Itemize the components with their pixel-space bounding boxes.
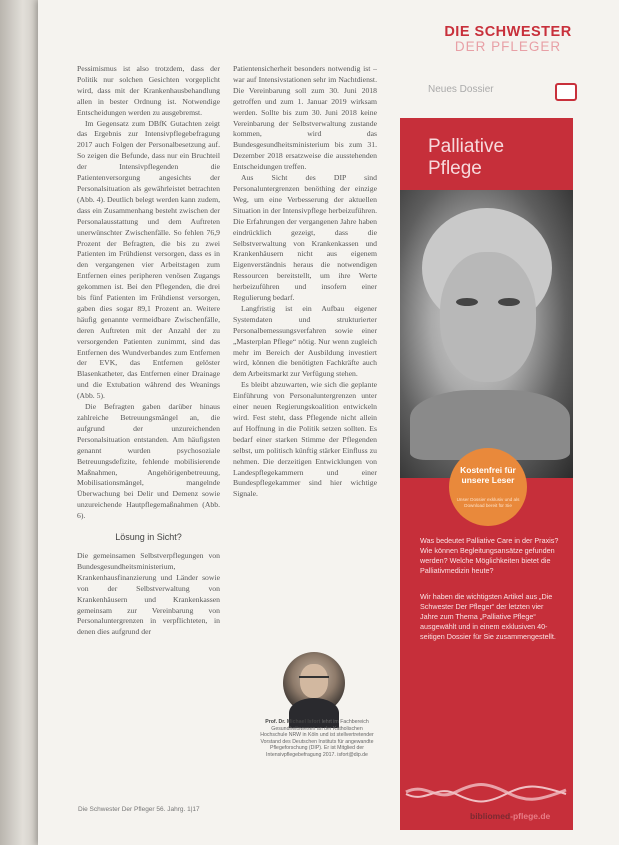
url-part-2: -pflege.de [510,811,551,821]
badge-headline: Kostenfrei für unsere Leser [460,465,516,485]
rope-decoration-icon [406,780,566,802]
ad-badge [449,448,527,526]
page-footer: Die Schwester Der Pfleger 56. Jahrg. 1|17 [78,806,200,813]
ad-dossier-band [414,78,589,106]
ad-website-link[interactable] [470,811,550,821]
author-bio: lehrt im Fachbereich Gesundheitswesen an der Katholischen Hochschule NRW in Köln und ist stellvertretender Vorstand des Deutschen Instituts für angewandte Pflegeforschung (DIP). Er ist Mitglied der Intensivpflegebefragung 2017. isfort@dip.de [260,719,374,758]
section-subheading: Lösung in Sicht? [115,532,182,543]
author-photo [283,652,345,714]
ad-title [428,136,538,180]
article-paragraph: Aus Sicht des DIP sind Personaluntergrenzen benöthing der einzige Weg, um eine Verbesserung der aktuellen Situation in der Intensivpflege herbeizuführen. Die Erfahrungen der vergangenen Jahre haben eindrücklich gezeigt, dass die Selbstverwaltung von Krankenkassen und Krankenhäusern nicht aus eigenem Eigenverständnis heraus die notwendigen Ressourcen bereitstellt, um ihre Werte herbeizuführen und insofern einer Regulierung bedarf. [233,173,377,303]
page-gutter [0,0,38,845]
article-column-2 [233,64,377,499]
article-column-1 [77,64,220,704]
article-paragraph: Im Gegensatz zum DBfK Gutachten zeigt das Ergebnis zur Intensivpflegebefragung 2017 auch Folgen der Personalbesetzung auf. So zeigen die Befunde, dass nur ein Bruchteil der Intensivpflegenden die Patientenversorgung angesichts der Personalsituation als gewährleistet betrachten (Abb. 4). Deutlich belegt werden kann zudem, dass ein Zusammenhang besteht zwischen der Personalausstattung und dem Auftreten unerwünschter Zwischenfälle. So fehlen 76,9 Prozent der Befragten, die bis zu zwei Patienten im Frühdienst versorgen, dass es in den vergangenen vier Arbeitstagen zum Entfernen eines peripheren venösen Zugangs gekommen ist. Bei den Pflegenden, die drei bis fünf Patienten im Frühdienst versorgen, gaben dies sogar 89,1 Prozent an. Weitere häufig genannte vermeidbare Zwischenfälle, deren Auftreten mit der Anzahl der zu versorgenden Patienten zunimmt, sind das Entfernen des Wundverbandes zum Entfernen der EVK, das Entfernen gelöster Blasenkatheter, das Entfernen einer Drainage und die Extubation während des Weanings (Abb. 5). [77,118,220,401]
url-part-1: bibliomed [470,811,511,821]
brand-line-1: DIE SCHWESTER [444,24,572,40]
article-paragraph: Die Befragten gaben darüber hinaus zahlreiche Betreuungsmängel an, die aufgrund der unzureichenden Personalsituation entstanden. Am häufigsten genannt wurden psychosoziale Betreuungsdefizite, fehlende mobilisierende Maßnahmen, Angehörigenbetreuung, Mobilisationsmängel, mangelnde Überwachung bei Delir und Demenz sowie unzureichende Hautpflegemaßnahmen (Abb. 6). [77,402,220,521]
ad-description: Wir haben die wichtigsten Artikel aus „Die Schwester Der Pfleger“ der letzten vier Jahre zum Thema „Palliative Pflege“ ausgewählt und in einem exklusiven 40-seitigen Dossier für Sie zusammengestellt. [420,592,556,642]
article-paragraph: Patientensicherheit besonders notwendig ist – war auf Intensivstationen sehr im Nachtdienst. Die Vereinbarung soll zum 30. Juni 2018 getroffen und zum 1. Januar 2019 wirksam werden. Sollte bis zum 30. Juni 2018 keine Vereinbarung der Selbstverwaltung zustande kommen, wird das Bundesgesundheitsministerium bis zum 31. Dezember 2018 ersatzweise die ausstehenden Entscheidungen treffen. [233,64,377,172]
ad-title-text: Palliative Pflege [428,136,505,179]
badge-subtext: Unser Dossier exklusiv und als Download bereit für Sie [456,497,520,508]
ad-portrait-photo [400,190,573,478]
brand-line-2: DER PFLEGER [454,39,562,54]
ad-questions: Was bedeutet Palliative Care in der Praxis? Wie können Begleitungsansätze gefunden werden? Welche Möglichkeiten bietet die Palliativmedizin heute? [420,536,559,576]
author-name: Prof. Dr. Michael Isfort [265,719,321,725]
article-paragraph: Die gemeinsamen Selbstverpflegungen von Bundesgesundheitsministerium, Krankenhausfinanzierung und Länder sowie von der Selbstverwaltung von Krankenhäusern und Krankenkassen gemeinsam zur Vereinbarung von Personaluntergrenzen in verpflichteten, in denen dies aufgrund der [77,550,220,637]
article-paragraph: Pessimismus ist also trotzdem, dass der Politik nur solchen Gesichten vorgeplicht wird, dass mit der Krankenhausbehandlung allen in bester Ordnung ist. Notwendige Entscheidungen werden zu ausgebremst. [77,64,220,117]
article-paragraph: Langfristig ist ein Aufbau eigener Systemdaten und strukturierter Personalbemessungsverfahren sowie einer „Masterplan Pflege“ nötig. Nur wenn zugleich mehr im Bereich der Ausbildung investiert wird, können die benötigten Fachkräfte auch dem Arbeitsmarkt zur Verfügung stehen. [233,303,377,379]
author-caption [258,719,376,759]
dossier-label: Neues Dossier [428,84,494,95]
dossier-icon [555,83,577,101]
ad-panel [400,118,573,830]
ad-brand-logo [428,24,588,54]
article-paragraph: Es bleibt abzuwarten, wie sich die geplante Einführung von Personaluntergrenzen unter einer neuen Regierungskoalition entwickeln wird. Fest steht, dass Pflegende nicht allein auf Hoffnung in die Politik setzen sollten. Es bedarf einer starken Stimme der Pflegenden selbst, um politisch künftig stärker Einfluss zu nehmen. Die derzeitigen Entwicklungen von Landespflegekammern und einer Bundespflegekammer sind hier wichtige Signale. [233,380,377,499]
